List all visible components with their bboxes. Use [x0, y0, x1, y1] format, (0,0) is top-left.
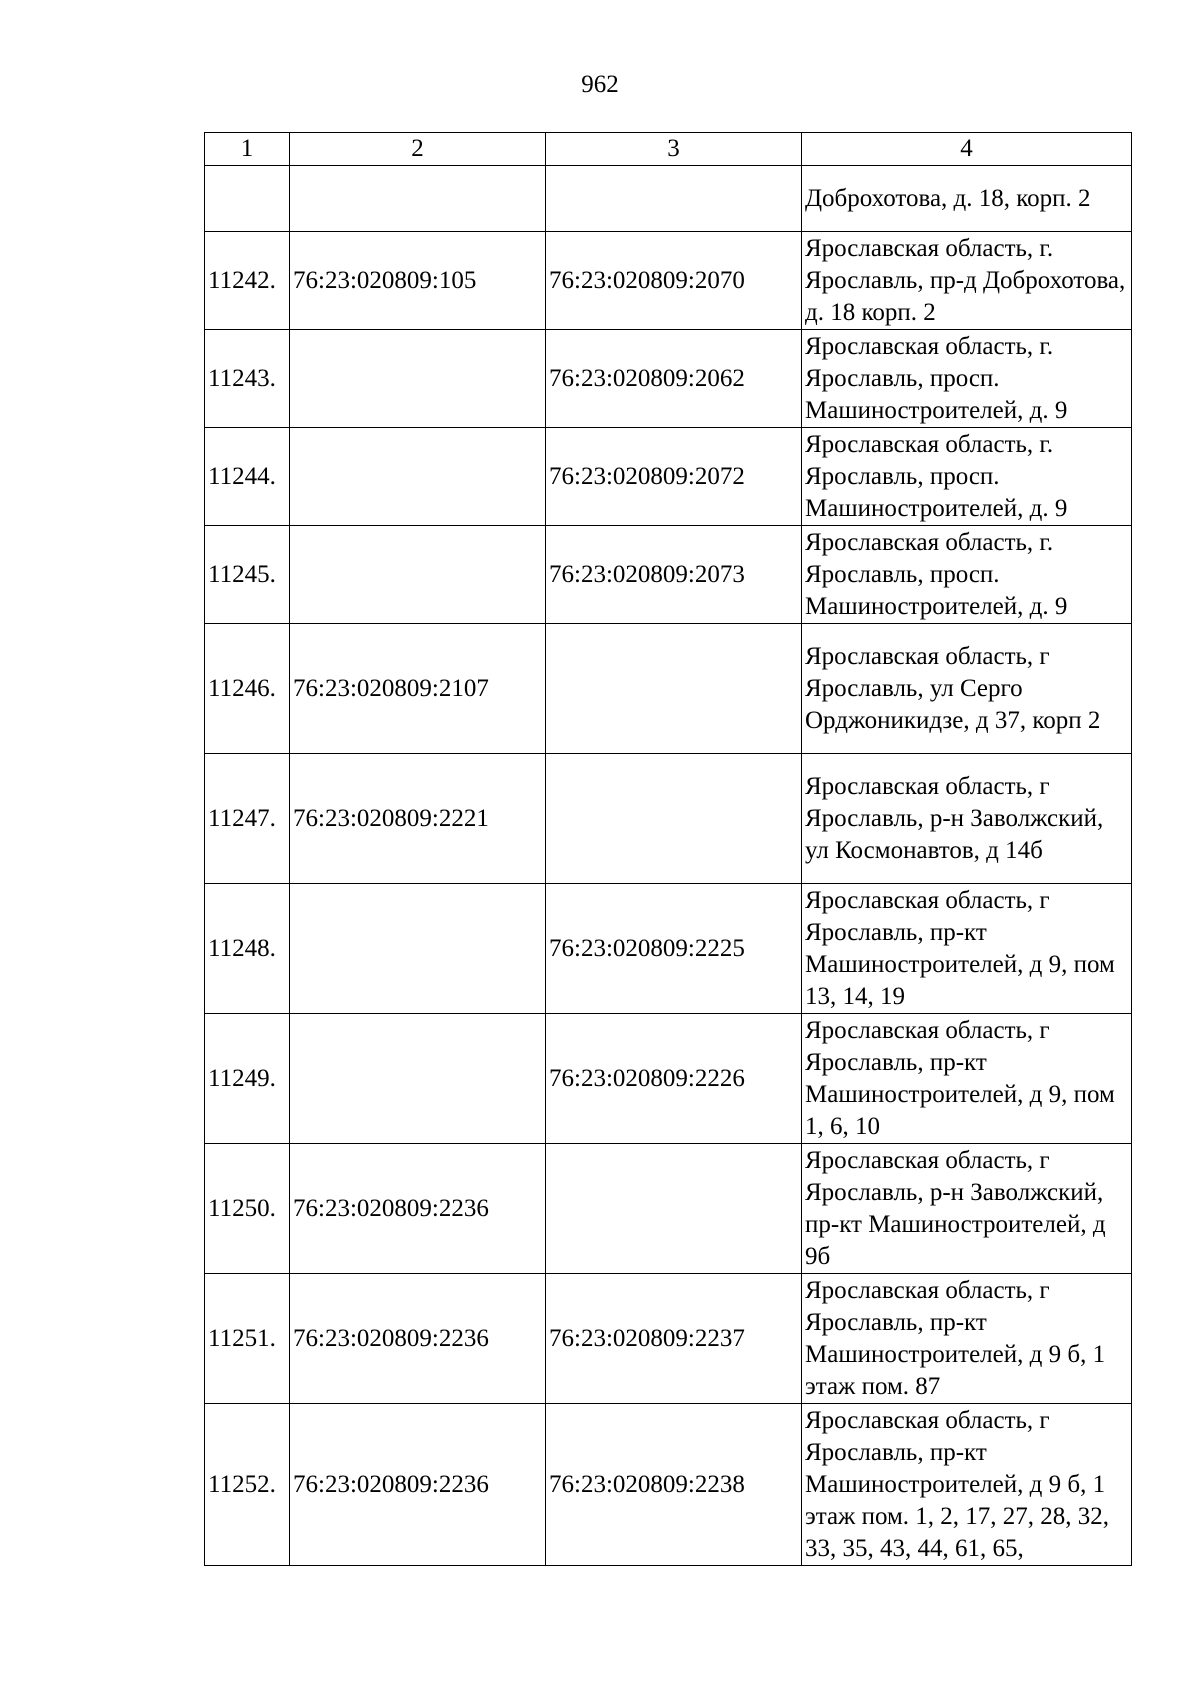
address-cell: Ярославская область, г Ярославль, ул Серго Орджоникидзе, д 37, корп 2 — [802, 624, 1132, 754]
row-number-cell — [205, 166, 290, 232]
table-row — [205, 1144, 1132, 1274]
table-row — [205, 1274, 1132, 1404]
cadastral-number-cell: 76:23:020809:2225 — [546, 884, 802, 1014]
table-row — [205, 166, 1132, 232]
cadastral-number-cell: 76:23:020809:2062 — [546, 330, 802, 428]
cadastral-number-cell — [546, 1144, 802, 1274]
address-cell: Ярославская область, г. Ярославль, просп. Машиностроителей, д. 9 — [802, 330, 1132, 428]
cadastral-number-cell — [546, 754, 802, 884]
address-cell: Ярославская область, г Ярославль, пр-кт Машиностроителей, д 9, пом 13, 14, 19 — [802, 884, 1132, 1014]
cadastral-number-cell: 76:23:020809:2236 — [290, 1404, 546, 1566]
row-number-cell: 11244. — [205, 428, 290, 526]
cadastral-number-cell — [290, 1014, 546, 1144]
table-row — [205, 330, 1132, 428]
address-cell: Ярославская область, г. Ярославль, просп. Машиностроителей, д. 9 — [802, 428, 1132, 526]
cadastral-number-cell: 76:23:020809:2073 — [546, 526, 802, 624]
row-number-cell: 11242. — [205, 232, 290, 330]
column-header-1: 1 — [205, 133, 290, 166]
row-number-cell: 11248. — [205, 884, 290, 1014]
cadastral-number-cell — [546, 624, 802, 754]
row-number-cell: 11243. — [205, 330, 290, 428]
row-number-cell: 11245. — [205, 526, 290, 624]
row-number-cell: 11251. — [205, 1274, 290, 1404]
table-row — [205, 624, 1132, 754]
row-number-cell: 11246. — [205, 624, 290, 754]
address-cell: Ярославская область, г. Ярославль, пр-д Доброхотова, д. 18 корп. 2 — [802, 232, 1132, 330]
column-header-4: 4 — [802, 133, 1132, 166]
cadastral-number-cell — [290, 526, 546, 624]
cadastral-number-cell: 76:23:020809:2107 — [290, 624, 546, 754]
cadastral-number-cell — [546, 166, 802, 232]
cadastral-number-cell: 76:23:020809:2070 — [546, 232, 802, 330]
address-cell: Ярославская область, г Ярославль, р-н Заволжский, ул Космонавтов, д 14б — [802, 754, 1132, 884]
table-row — [205, 428, 1132, 526]
cadastral-number-cell: 76:23:020809:2237 — [546, 1274, 802, 1404]
row-number-cell: 11250. — [205, 1144, 290, 1274]
address-cell: Ярославская область, г Ярославль, пр-кт Машиностроителей, д 9 б, 1 этаж пом. 87 — [802, 1274, 1132, 1404]
cadastral-number-cell — [290, 428, 546, 526]
table-row — [205, 754, 1132, 884]
cadastral-number-cell: 76:23:020809:2236 — [290, 1144, 546, 1274]
table-row — [205, 526, 1132, 624]
cadastral-number-cell: 76:23:020809:2221 — [290, 754, 546, 884]
table-row — [205, 1014, 1132, 1144]
row-number-cell: 11252. — [205, 1404, 290, 1566]
table-row — [205, 1404, 1132, 1566]
table-row — [205, 232, 1132, 330]
cadastral-number-cell: 76:23:020809:2072 — [546, 428, 802, 526]
address-cell: Ярославская область, г Ярославль, р-н Заволжский, пр-кт Машиностроителей, д 9б — [802, 1144, 1132, 1274]
page-number: 962 — [581, 71, 619, 98]
cadastral-number-cell: 76:23:020809:2238 — [546, 1404, 802, 1566]
cadastral-number-cell: 76:23:020809:2236 — [290, 1274, 546, 1404]
row-number-cell: 11249. — [205, 1014, 290, 1144]
address-cell: Ярославская область, г Ярославль, пр-кт Машиностроителей, д 9, пом 1, 6, 10 — [802, 1014, 1132, 1144]
address-cell: Доброхотова, д. 18, корп. 2 — [802, 166, 1132, 232]
header-row — [205, 133, 1132, 166]
address-cell: Ярославская область, г Ярославль, пр-кт Машиностроителей, д 9 б, 1 этаж пом. 1, 2, 17, 27, 28, 32, 33, 35, 43, 44, 61, 65, — [802, 1404, 1132, 1566]
column-header-3: 3 — [546, 133, 802, 166]
row-number-cell: 11247. — [205, 754, 290, 884]
column-header-2: 2 — [290, 133, 546, 166]
cadastral-number-cell — [290, 330, 546, 428]
cadastral-number-cell: 76:23:020809:2226 — [546, 1014, 802, 1144]
address-cell: Ярославская область, г. Ярославль, просп. Машиностроителей, д. 9 — [802, 526, 1132, 624]
registry-table — [204, 132, 1132, 1566]
cadastral-number-cell — [290, 884, 546, 1014]
cadastral-number-cell — [290, 166, 546, 232]
cadastral-number-cell: 76:23:020809:105 — [290, 232, 546, 330]
table-row — [205, 884, 1132, 1014]
